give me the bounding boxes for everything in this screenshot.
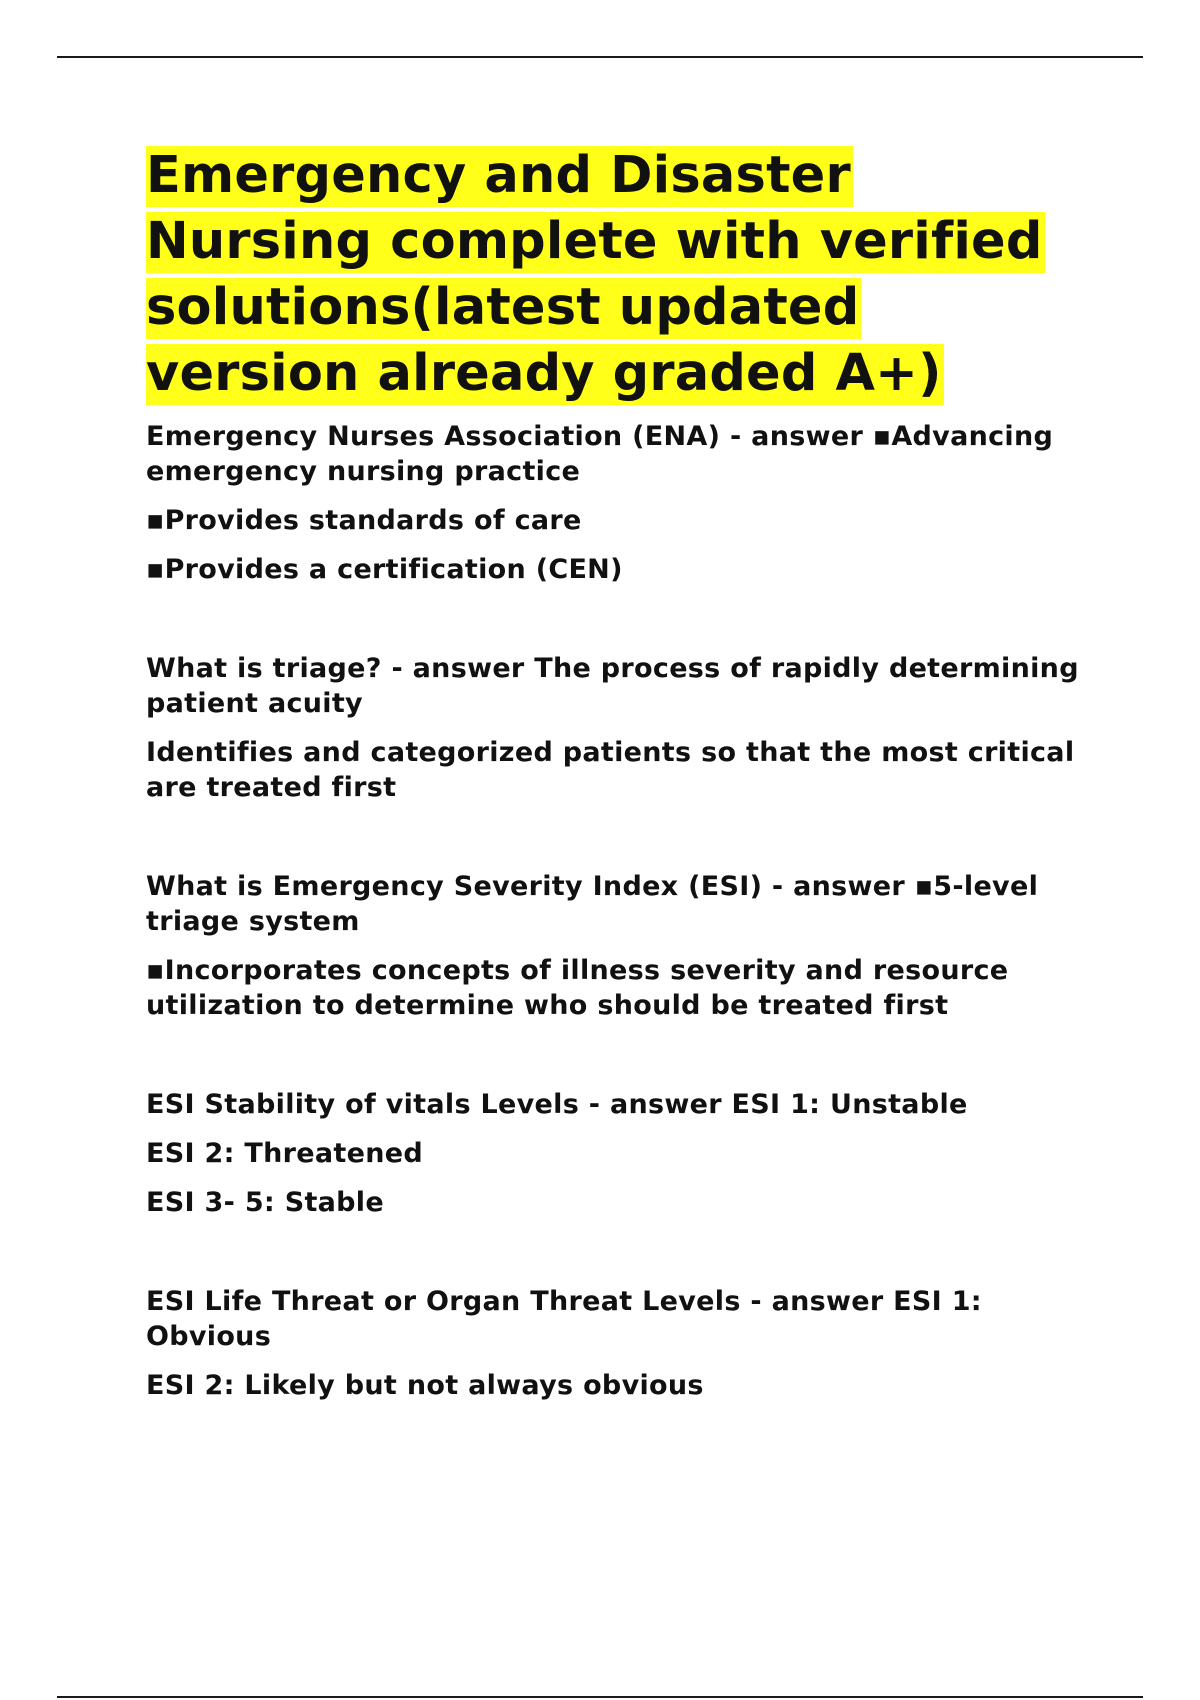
qa-line: Emergency Nurses Association (ENA) - answer ▪Advancing emergency nursing practice xyxy=(146,421,1054,487)
qa-line: ESI Life Threat or Organ Threat Levels - answer ESI 1: Obvious xyxy=(146,1286,982,1352)
qa-line: ▪Provides a certification (CEN) xyxy=(146,554,623,585)
qa-line: What is triage? - answer The process of rapidly determining patient acuity xyxy=(146,653,1079,719)
qa-item-esi-vitals xyxy=(146,1087,1086,1220)
qa-line: What is Emergency Severity Index (ESI) - answer ▪5-level triage system xyxy=(146,871,1039,937)
qa-line: Identifies and categorized patients so that the most critical are treated first xyxy=(146,737,1075,803)
qa-line: ESI Stability of vitals Levels - answer ESI 1: Unstable xyxy=(146,1089,968,1120)
qa-line: ▪Provides standards of care xyxy=(146,505,582,536)
qa-line: ESI 3- 5: Stable xyxy=(146,1187,384,1218)
qa-item-triage xyxy=(146,651,1086,805)
qa-line: ESI 2: Likely but not always obvious xyxy=(146,1370,704,1401)
qa-line: ▪Incorporates concepts of illness severity and resource utilization to determine who should be treated first xyxy=(146,955,1009,1021)
qa-item-ena xyxy=(146,419,1086,587)
top-rule xyxy=(57,56,1143,58)
qa-item-esi-life-threat xyxy=(146,1284,1086,1403)
qa-line: ESI 2: Threatened xyxy=(146,1138,423,1169)
qa-item-esi xyxy=(146,869,1086,1023)
bottom-rule xyxy=(57,1696,1143,1698)
document-body xyxy=(146,143,1086,1417)
document-title xyxy=(146,143,1086,407)
title-highlight: Emergency and Disaster Nursing complete with verified solutions(latest updated version already graded A+) xyxy=(146,146,1043,403)
